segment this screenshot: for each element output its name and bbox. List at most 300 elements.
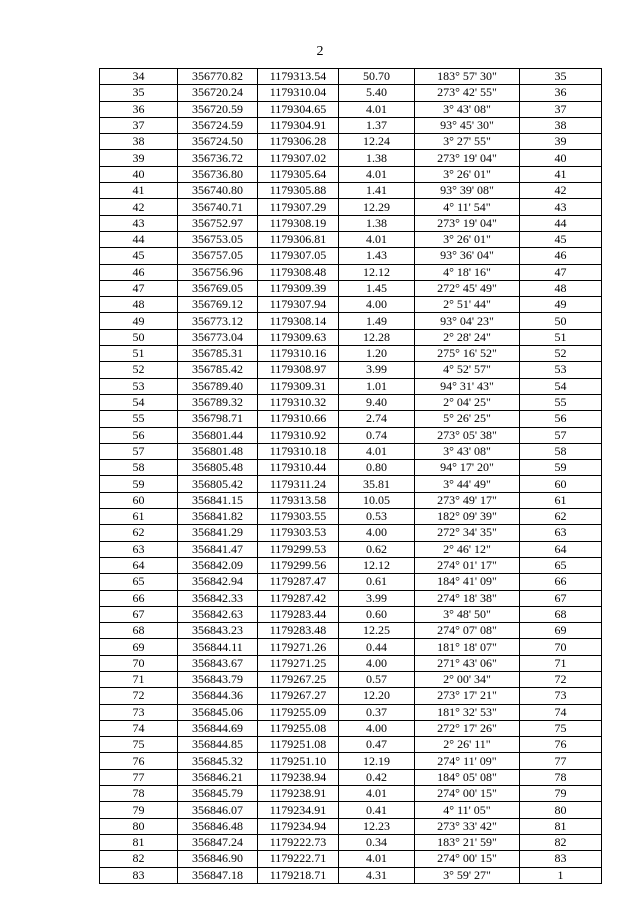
direction-angle-cell: 4° 18' 16": [415, 264, 520, 280]
direction-angle-cell: 274° 18' 38": [415, 590, 520, 606]
direction-angle-cell: 274° 11' 09": [415, 753, 520, 769]
point-number-cell: 79: [100, 802, 178, 818]
next-point-number-cell: 35: [520, 69, 602, 85]
distance-cell: 12.12: [339, 264, 415, 280]
next-point-number-cell: 78: [520, 769, 602, 785]
distance-cell: 3.99: [339, 590, 415, 606]
next-point-number-cell: 49: [520, 297, 602, 313]
coordinate-y-cell: 1179218.71: [258, 867, 339, 883]
distance-cell: 1.37: [339, 117, 415, 133]
coordinate-y-cell: 1179310.66: [258, 411, 339, 427]
coordinate-y-cell: 1179310.92: [258, 427, 339, 443]
table-row: [100, 688, 602, 704]
next-point-number-cell: 1: [520, 867, 602, 883]
coordinate-y-cell: 1179308.14: [258, 313, 339, 329]
coordinate-y-cell: 1179307.02: [258, 150, 339, 166]
coordinate-y-cell: 1179308.97: [258, 362, 339, 378]
next-point-number-cell: 59: [520, 460, 602, 476]
direction-angle-cell: 3° 44' 49": [415, 476, 520, 492]
direction-angle-cell: 273° 19' 04": [415, 215, 520, 231]
coordinate-y-cell: 1179251.10: [258, 753, 339, 769]
distance-cell: 12.19: [339, 753, 415, 769]
coordinate-x-cell: 356845.32: [178, 753, 258, 769]
direction-angle-cell: 273° 49' 17": [415, 492, 520, 508]
next-point-number-cell: 46: [520, 248, 602, 264]
direction-angle-cell: 4° 11' 05": [415, 802, 520, 818]
distance-cell: 12.23: [339, 818, 415, 834]
point-number-cell: 41: [100, 183, 178, 199]
coordinate-x-cell: 356846.90: [178, 851, 258, 867]
coordinate-y-cell: 1179234.91: [258, 802, 339, 818]
coordinate-y-cell: 1179283.44: [258, 606, 339, 622]
coordinate-y-cell: 1179309.39: [258, 280, 339, 296]
next-point-number-cell: 83: [520, 851, 602, 867]
direction-angle-cell: 4° 52' 57": [415, 362, 520, 378]
next-point-number-cell: 70: [520, 639, 602, 655]
coordinate-x-cell: 356805.42: [178, 476, 258, 492]
point-number-cell: 48: [100, 297, 178, 313]
distance-cell: 1.43: [339, 248, 415, 264]
distance-cell: 1.49: [339, 313, 415, 329]
distance-cell: 1.38: [339, 150, 415, 166]
next-point-number-cell: 74: [520, 704, 602, 720]
table-row: [100, 492, 602, 508]
distance-cell: 3.99: [339, 362, 415, 378]
distance-cell: 0.34: [339, 834, 415, 850]
point-number-cell: 43: [100, 215, 178, 231]
coordinate-x-cell: 356724.59: [178, 117, 258, 133]
coordinate-y-cell: 1179304.91: [258, 117, 339, 133]
coordinate-y-cell: 1179308.19: [258, 215, 339, 231]
direction-angle-cell: 4° 11' 54": [415, 199, 520, 215]
table-row: [100, 248, 602, 264]
coordinate-x-cell: 356769.12: [178, 297, 258, 313]
point-number-cell: 50: [100, 329, 178, 345]
next-point-number-cell: 54: [520, 378, 602, 394]
coordinate-x-cell: 356847.24: [178, 834, 258, 850]
table-row: [100, 69, 602, 85]
point-number-cell: 49: [100, 313, 178, 329]
coordinate-x-cell: 356844.36: [178, 688, 258, 704]
point-number-cell: 82: [100, 851, 178, 867]
coordinate-y-cell: 1179304.65: [258, 101, 339, 117]
next-point-number-cell: 66: [520, 574, 602, 590]
next-point-number-cell: 50: [520, 313, 602, 329]
coordinate-x-cell: 356740.80: [178, 183, 258, 199]
coordinate-x-cell: 356843.67: [178, 655, 258, 671]
coordinate-y-cell: 1179306.28: [258, 134, 339, 150]
coordinate-y-cell: 1179271.26: [258, 639, 339, 655]
direction-angle-cell: 183° 57' 30": [415, 69, 520, 85]
table-row: [100, 541, 602, 557]
distance-cell: 4.01: [339, 786, 415, 802]
direction-angle-cell: 274° 00' 15": [415, 786, 520, 802]
coordinate-x-cell: 356801.48: [178, 443, 258, 459]
coordinate-x-cell: 356753.05: [178, 231, 258, 247]
coordinate-y-cell: 1179283.48: [258, 623, 339, 639]
table-row: [100, 834, 602, 850]
point-number-cell: 34: [100, 69, 178, 85]
coordinate-y-cell: 1179303.55: [258, 509, 339, 525]
point-number-cell: 72: [100, 688, 178, 704]
coordinate-y-cell: 1179287.47: [258, 574, 339, 590]
coordinate-x-cell: 356842.09: [178, 557, 258, 573]
coordinate-x-cell: 356842.63: [178, 606, 258, 622]
table-row: [100, 574, 602, 590]
direction-angle-cell: 2° 04' 25": [415, 394, 520, 410]
point-number-cell: 47: [100, 280, 178, 296]
distance-cell: 4.01: [339, 851, 415, 867]
distance-cell: 10.05: [339, 492, 415, 508]
point-number-cell: 61: [100, 509, 178, 525]
next-point-number-cell: 52: [520, 346, 602, 362]
table-row: [100, 443, 602, 459]
next-point-number-cell: 56: [520, 411, 602, 427]
coordinate-x-cell: 356841.15: [178, 492, 258, 508]
next-point-number-cell: 76: [520, 737, 602, 753]
coordinate-x-cell: 356846.07: [178, 802, 258, 818]
next-point-number-cell: 41: [520, 166, 602, 182]
point-number-cell: 37: [100, 117, 178, 133]
next-point-number-cell: 65: [520, 557, 602, 573]
direction-angle-cell: 93° 45' 30": [415, 117, 520, 133]
next-point-number-cell: 67: [520, 590, 602, 606]
next-point-number-cell: 48: [520, 280, 602, 296]
next-point-number-cell: 40: [520, 150, 602, 166]
table-row: [100, 231, 602, 247]
point-number-cell: 56: [100, 427, 178, 443]
table-row: [100, 362, 602, 378]
next-point-number-cell: 71: [520, 655, 602, 671]
direction-angle-cell: 3° 26' 01": [415, 166, 520, 182]
direction-angle-cell: 93° 04' 23": [415, 313, 520, 329]
table-row: [100, 280, 602, 296]
coordinate-x-cell: 356769.05: [178, 280, 258, 296]
coordinate-x-cell: 356785.31: [178, 346, 258, 362]
coordinate-x-cell: 356785.42: [178, 362, 258, 378]
point-number-cell: 42: [100, 199, 178, 215]
direction-angle-cell: 2° 28' 24": [415, 329, 520, 345]
next-point-number-cell: 69: [520, 623, 602, 639]
distance-cell: 4.00: [339, 720, 415, 736]
distance-cell: 1.38: [339, 215, 415, 231]
coordinate-x-cell: 356843.79: [178, 671, 258, 687]
coordinate-x-cell: 356844.11: [178, 639, 258, 655]
direction-angle-cell: 183° 21' 59": [415, 834, 520, 850]
direction-angle-cell: 3° 27' 55": [415, 134, 520, 150]
table-row: [100, 671, 602, 687]
point-number-cell: 39: [100, 150, 178, 166]
coordinate-x-cell: 356846.21: [178, 769, 258, 785]
table-row: [100, 802, 602, 818]
direction-angle-cell: 5° 26' 25": [415, 411, 520, 427]
coordinate-x-cell: 356798.71: [178, 411, 258, 427]
table-row: [100, 753, 602, 769]
coordinate-x-cell: 356756.96: [178, 264, 258, 280]
next-point-number-cell: 79: [520, 786, 602, 802]
point-number-cell: 77: [100, 769, 178, 785]
next-point-number-cell: 55: [520, 394, 602, 410]
distance-cell: 12.12: [339, 557, 415, 573]
coordinate-x-cell: 356773.04: [178, 329, 258, 345]
next-point-number-cell: 44: [520, 215, 602, 231]
next-point-number-cell: 45: [520, 231, 602, 247]
coordinate-y-cell: 1179307.94: [258, 297, 339, 313]
coordinate-x-cell: 356844.69: [178, 720, 258, 736]
coordinates-table-body: [100, 69, 602, 884]
distance-cell: 0.44: [339, 639, 415, 655]
direction-angle-cell: 181° 18' 07": [415, 639, 520, 655]
next-point-number-cell: 39: [520, 134, 602, 150]
point-number-cell: 40: [100, 166, 178, 182]
coordinate-x-cell: 356845.79: [178, 786, 258, 802]
distance-cell: 0.62: [339, 541, 415, 557]
point-number-cell: 51: [100, 346, 178, 362]
point-number-cell: 55: [100, 411, 178, 427]
direction-angle-cell: 93° 39' 08": [415, 183, 520, 199]
distance-cell: 0.53: [339, 509, 415, 525]
coordinate-x-cell: 356740.71: [178, 199, 258, 215]
coordinate-y-cell: 1179305.64: [258, 166, 339, 182]
direction-angle-cell: 182° 09' 39": [415, 509, 520, 525]
coordinate-y-cell: 1179307.05: [258, 248, 339, 264]
coordinate-x-cell: 356720.59: [178, 101, 258, 117]
coordinates-table: [99, 68, 602, 884]
point-number-cell: 78: [100, 786, 178, 802]
table-row: [100, 411, 602, 427]
coordinate-y-cell: 1179251.08: [258, 737, 339, 753]
next-point-number-cell: 75: [520, 720, 602, 736]
point-number-cell: 38: [100, 134, 178, 150]
point-number-cell: 75: [100, 737, 178, 753]
direction-angle-cell: 3° 43' 08": [415, 101, 520, 117]
direction-angle-cell: 3° 43' 08": [415, 443, 520, 459]
coordinate-x-cell: 356841.29: [178, 525, 258, 541]
coordinate-x-cell: 356724.50: [178, 134, 258, 150]
distance-cell: 35.81: [339, 476, 415, 492]
coordinate-x-cell: 356720.24: [178, 85, 258, 101]
distance-cell: 5.40: [339, 85, 415, 101]
point-number-cell: 66: [100, 590, 178, 606]
point-number-cell: 62: [100, 525, 178, 541]
next-point-number-cell: 51: [520, 329, 602, 345]
direction-angle-cell: 2° 00' 34": [415, 671, 520, 687]
table-row: [100, 313, 602, 329]
next-point-number-cell: 38: [520, 117, 602, 133]
coordinate-x-cell: 356752.97: [178, 215, 258, 231]
coordinate-x-cell: 356842.33: [178, 590, 258, 606]
next-point-number-cell: 82: [520, 834, 602, 850]
table-row: [100, 867, 602, 883]
next-point-number-cell: 64: [520, 541, 602, 557]
table-row: [100, 346, 602, 362]
coordinate-x-cell: 356801.44: [178, 427, 258, 443]
table-row: [100, 297, 602, 313]
direction-angle-cell: 184° 41' 09": [415, 574, 520, 590]
coordinate-x-cell: 356789.32: [178, 394, 258, 410]
table-row: [100, 166, 602, 182]
next-point-number-cell: 47: [520, 264, 602, 280]
next-point-number-cell: 36: [520, 85, 602, 101]
point-number-cell: 45: [100, 248, 178, 264]
point-number-cell: 80: [100, 818, 178, 834]
table-row: [100, 134, 602, 150]
table-row: [100, 101, 602, 117]
coordinate-y-cell: 1179307.29: [258, 199, 339, 215]
table-row: [100, 606, 602, 622]
next-point-number-cell: 57: [520, 427, 602, 443]
point-number-cell: 74: [100, 720, 178, 736]
table-row: [100, 85, 602, 101]
next-point-number-cell: 73: [520, 688, 602, 704]
direction-angle-cell: 272° 45' 49": [415, 280, 520, 296]
point-number-cell: 70: [100, 655, 178, 671]
coordinate-x-cell: 356736.80: [178, 166, 258, 182]
next-point-number-cell: 58: [520, 443, 602, 459]
coordinate-y-cell: 1179238.94: [258, 769, 339, 785]
point-number-cell: 60: [100, 492, 178, 508]
table-row: [100, 476, 602, 492]
coordinate-x-cell: 356773.12: [178, 313, 258, 329]
point-number-cell: 35: [100, 85, 178, 101]
coordinate-y-cell: 1179299.53: [258, 541, 339, 557]
direction-angle-cell: 3° 26' 01": [415, 231, 520, 247]
direction-angle-cell: 274° 01' 17": [415, 557, 520, 573]
next-point-number-cell: 80: [520, 802, 602, 818]
coordinate-y-cell: 1179309.31: [258, 378, 339, 394]
coordinate-y-cell: 1179310.18: [258, 443, 339, 459]
table-row: [100, 655, 602, 671]
coordinate-y-cell: 1179267.25: [258, 671, 339, 687]
table-row: [100, 460, 602, 476]
distance-cell: 50.70: [339, 69, 415, 85]
coordinate-x-cell: 356757.05: [178, 248, 258, 264]
direction-angle-cell: 275° 16' 52": [415, 346, 520, 362]
direction-angle-cell: 273° 17' 21": [415, 688, 520, 704]
distance-cell: 9.40: [339, 394, 415, 410]
distance-cell: 12.20: [339, 688, 415, 704]
next-point-number-cell: 81: [520, 818, 602, 834]
table-row: [100, 264, 602, 280]
distance-cell: 12.28: [339, 329, 415, 345]
next-point-number-cell: 68: [520, 606, 602, 622]
point-number-cell: 58: [100, 460, 178, 476]
next-point-number-cell: 63: [520, 525, 602, 541]
coordinate-y-cell: 1179313.54: [258, 69, 339, 85]
distance-cell: 4.01: [339, 166, 415, 182]
direction-angle-cell: 3° 59' 27": [415, 867, 520, 883]
direction-angle-cell: 273° 42' 55": [415, 85, 520, 101]
distance-cell: 12.25: [339, 623, 415, 639]
table-row: [100, 737, 602, 753]
coordinate-x-cell: 356789.40: [178, 378, 258, 394]
coordinate-y-cell: 1179287.42: [258, 590, 339, 606]
next-point-number-cell: 60: [520, 476, 602, 492]
coordinate-y-cell: 1179299.56: [258, 557, 339, 573]
point-number-cell: 73: [100, 704, 178, 720]
distance-cell: 0.47: [339, 737, 415, 753]
distance-cell: 1.20: [339, 346, 415, 362]
coordinate-x-cell: 356842.94: [178, 574, 258, 590]
table-row: [100, 427, 602, 443]
point-number-cell: 65: [100, 574, 178, 590]
table-row: [100, 215, 602, 231]
next-point-number-cell: 61: [520, 492, 602, 508]
table-row: [100, 623, 602, 639]
coordinate-y-cell: 1179267.27: [258, 688, 339, 704]
table-row: [100, 704, 602, 720]
direction-angle-cell: 273° 33' 42": [415, 818, 520, 834]
page-number: 2: [316, 44, 324, 59]
table-row: [100, 720, 602, 736]
table-row: [100, 199, 602, 215]
coordinate-y-cell: 1179309.63: [258, 329, 339, 345]
coordinate-y-cell: 1179271.25: [258, 655, 339, 671]
table-row: [100, 150, 602, 166]
coordinate-y-cell: 1179313.58: [258, 492, 339, 508]
next-point-number-cell: 37: [520, 101, 602, 117]
direction-angle-cell: 93° 36' 04": [415, 248, 520, 264]
distance-cell: 2.74: [339, 411, 415, 427]
table-row: [100, 394, 602, 410]
distance-cell: 0.74: [339, 427, 415, 443]
distance-cell: 0.80: [339, 460, 415, 476]
table-row: [100, 590, 602, 606]
coordinate-x-cell: 356843.23: [178, 623, 258, 639]
point-number-cell: 36: [100, 101, 178, 117]
point-number-cell: 67: [100, 606, 178, 622]
direction-angle-cell: 274° 07' 08": [415, 623, 520, 639]
point-number-cell: 46: [100, 264, 178, 280]
point-number-cell: 71: [100, 671, 178, 687]
point-number-cell: 57: [100, 443, 178, 459]
coordinate-y-cell: 1179308.48: [258, 264, 339, 280]
next-point-number-cell: 77: [520, 753, 602, 769]
direction-angle-cell: 2° 51' 44": [415, 297, 520, 313]
table-row: [100, 851, 602, 867]
direction-angle-cell: 94° 31' 43": [415, 378, 520, 394]
distance-cell: 0.61: [339, 574, 415, 590]
point-number-cell: 76: [100, 753, 178, 769]
distance-cell: 4.01: [339, 101, 415, 117]
coordinate-y-cell: 1179310.32: [258, 394, 339, 410]
direction-angle-cell: 273° 05' 38": [415, 427, 520, 443]
coordinate-y-cell: 1179255.09: [258, 704, 339, 720]
coordinate-y-cell: 1179222.73: [258, 834, 339, 850]
next-point-number-cell: 53: [520, 362, 602, 378]
coordinate-y-cell: 1179310.04: [258, 85, 339, 101]
distance-cell: 12.24: [339, 134, 415, 150]
coordinate-y-cell: 1179311.24: [258, 476, 339, 492]
distance-cell: 4.01: [339, 443, 415, 459]
table-row: [100, 329, 602, 345]
direction-angle-cell: 2° 46' 12": [415, 541, 520, 557]
direction-angle-cell: 181° 32' 53": [415, 704, 520, 720]
distance-cell: 1.01: [339, 378, 415, 394]
coordinate-x-cell: 356846.48: [178, 818, 258, 834]
point-number-cell: 83: [100, 867, 178, 883]
distance-cell: 0.37: [339, 704, 415, 720]
coordinate-y-cell: 1179222.71: [258, 851, 339, 867]
direction-angle-cell: 94° 17' 20": [415, 460, 520, 476]
table-row: [100, 183, 602, 199]
table-row: [100, 378, 602, 394]
coordinate-x-cell: 356841.82: [178, 509, 258, 525]
next-point-number-cell: 72: [520, 671, 602, 687]
direction-angle-cell: 2° 26' 11": [415, 737, 520, 753]
coordinate-x-cell: 356805.48: [178, 460, 258, 476]
direction-angle-cell: 274° 00' 15": [415, 851, 520, 867]
